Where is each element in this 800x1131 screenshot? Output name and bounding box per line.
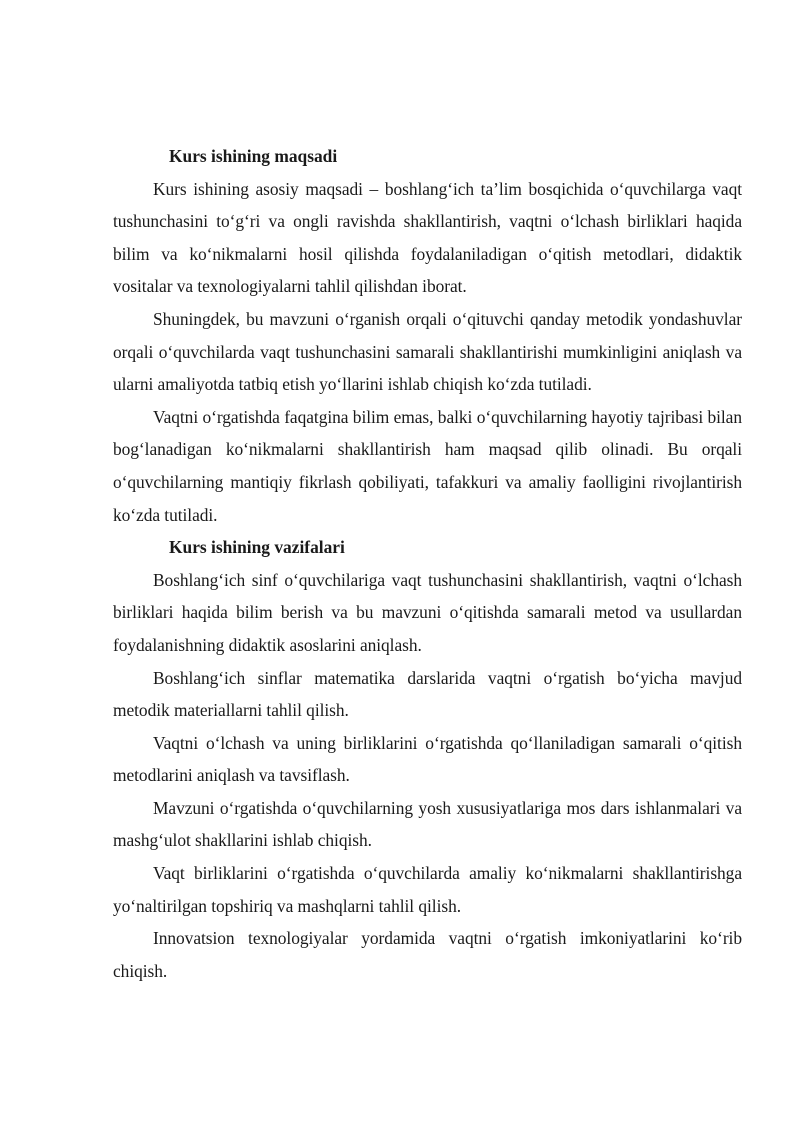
paragraph: Shuningdek, bu mavzuni o‘rganish orqali o‘qituvchi qanday metodik yondashuvlar orqali o‘quvchilarda vaqt tushunchasini samarali shakllantirishi mumkinligini aniqlash va ularni amaliyotda tatbiq etish yo‘llarini ishlab chiqish ko‘zda tutiladi. bbox=[113, 308, 742, 395]
paragraph: Vaqt birliklarini o‘rgatishda o‘quvchilarda amaliy ko‘nikmalarni shakllantirishga yo‘naltirilgan topshiriq va mashqlarni tahlil qilish. bbox=[113, 863, 742, 916]
section-goal bbox=[113, 140, 742, 531]
paragraph: Innovatsion texnologiyalar yordamida vaqtni o‘rgatish imkoniyatlarini ko‘rib chiqish. bbox=[113, 928, 742, 981]
section-title: Kurs ishining maqsadi bbox=[169, 146, 338, 166]
section-heading bbox=[113, 140, 742, 173]
paragraph: Kurs ishining asosiy maqsadi – boshlang‘ich ta’lim bosqichida o‘quvchilarga vaqt tushunchasini to‘g‘ri va ongli ravishda shakllantirish, vaqtni o‘lchash birliklari haqida bilim va ko‘nikmalarni hosil qilishda foydalaniladigan o‘qitish metodlari, didaktik vositalar va texnologiyalarni tahlil qilishdan iborat. bbox=[113, 178, 742, 297]
section-title: Kurs ishining vazifalari bbox=[169, 537, 345, 558]
paragraph: Vaqtni o‘rgatishda faqatgina bilim emas, balki o‘quvchilarning hayotiy tajribasi bilan bog‘lanadigan ko‘nikmalarni shakllantirish ham maqsad qilib olinadi. Bu orqali o‘quvchilarning mantiqiy fikrlash qobiliyati, tafakkuri va amaliy faolligini rivojlantirish ko‘zda tutiladi. bbox=[113, 406, 742, 525]
paragraph: Mavzuni o‘rgatishda o‘quvchilarning yosh xususiyatlariga mos dars ishlanmalari va mashg‘ulot shakllarini ishlab chiqish. bbox=[113, 797, 742, 851]
document-page bbox=[113, 140, 742, 987]
paragraph: Vaqtni o‘lchash va uning birliklarini o‘rgatishda qo‘llaniladigan samarali o‘qitish metodlarini aniqlash va tavsiflash. bbox=[113, 732, 742, 786]
paragraph: Boshlang‘ich sinflar matematika darslarida vaqtni o‘rgatish bo‘yicha mavjud metodik materiallarni tahlil qilish. bbox=[113, 667, 742, 721]
paragraph: Boshlang‘ich sinf o‘quvchilariga vaqt tushunchasini shakllantirish, vaqtni o‘lchash birliklari haqida bilim berish va bu mavzuni o‘qitishda samarali metod va usullardan foydalanishning didaktik asoslarini aniqlash. bbox=[113, 569, 742, 655]
section-tasks bbox=[113, 531, 742, 987]
section-heading bbox=[113, 531, 742, 564]
